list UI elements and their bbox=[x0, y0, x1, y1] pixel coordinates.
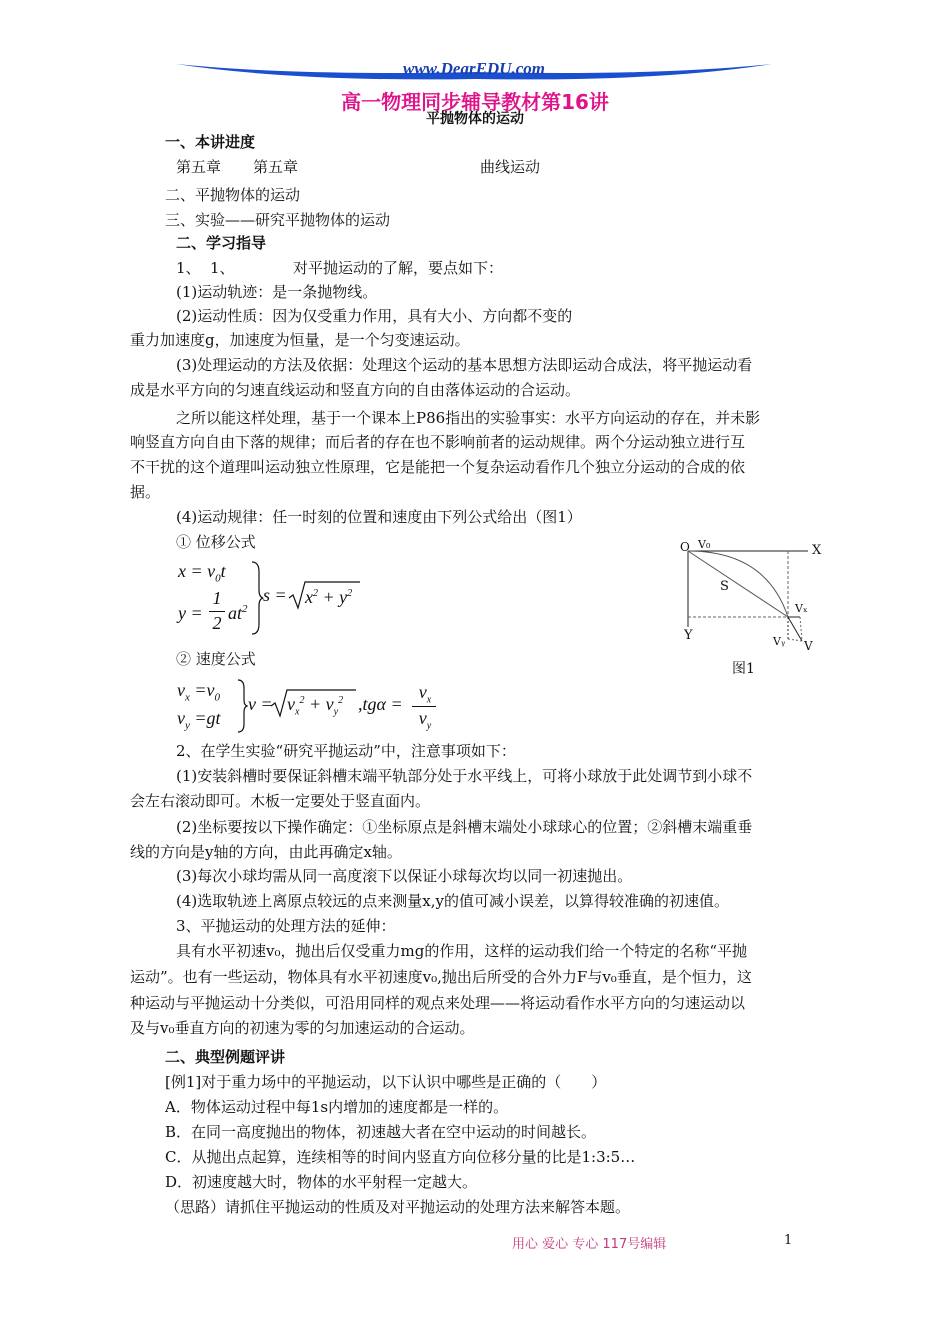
formula-v: v = bbox=[248, 694, 273, 714]
footer-editor: 用心 爱心 专心 117号编辑 bbox=[512, 1237, 667, 1252]
paragraph-line: (1)运动轨迹：是一条抛物线。 bbox=[176, 283, 378, 301]
figure-label-origin: O bbox=[680, 540, 690, 554]
paragraph-line: (4)选取轨迹上离原点较远的点来测量x,y的值可减小误差，以算得较准确的初速值。 bbox=[176, 892, 729, 910]
figure-label-vx: Vₓ bbox=[795, 602, 808, 615]
formula-tga: ,tgα = bbox=[358, 694, 403, 714]
formula-tga-den: $v_y$ bbox=[418, 708, 432, 732]
point1-num-a: 1、 bbox=[176, 259, 201, 277]
paragraph-line: 具有水平初速v₀，抛出后仅受重力mg的作用，这样的运动我们给一个特定的名称“平抛 bbox=[176, 942, 747, 960]
chapter-b: 第五章 bbox=[253, 158, 299, 176]
formula-vy: $v_y =gt$ bbox=[177, 708, 221, 732]
paragraph-line: 2、在学生实验“研究平抛运动”中，注意事项如下： bbox=[176, 742, 516, 760]
paragraph-line: (2)坐标要按以下操作确定：①坐标原点是斜槽末端处小球球心的位置；②斜槽末端重垂 bbox=[176, 818, 753, 836]
fraction-bar bbox=[209, 611, 225, 612]
paragraph-line: 之所以能这样处理，基于一个课本上P86指出的实验事实：水平方向运动的存在，并未影 bbox=[176, 409, 761, 427]
paragraph-line: (1)安装斜槽时要保证斜槽末端平轨部分处于水平线上，可将小球放于此处调节到小球不 bbox=[176, 767, 753, 785]
chapter-a: 第五章 bbox=[176, 158, 222, 176]
section-examples-heading: 二、典型例题评讲 bbox=[165, 1048, 286, 1066]
progress-item-2: 二、平抛物体的运动 bbox=[165, 186, 301, 204]
paragraph-line: 重力加速度g，加速度为恒量，是一个匀变速运动。 bbox=[130, 331, 470, 349]
figure-label-v0: V₀ bbox=[698, 538, 711, 551]
figure-label-vy: Vᵧ bbox=[773, 635, 786, 648]
paragraph-line: 据。 bbox=[130, 483, 161, 501]
example-hint: （思路）请抓住平抛运动的性质及对平抛运动的处理方法来解答本题。 bbox=[165, 1198, 631, 1216]
formula-x: $x = v_0t$ bbox=[178, 561, 226, 585]
formula-v-sqrt-body: $v_x^2 + v_y^2$ bbox=[287, 694, 344, 718]
paragraph-line: 响竖直方向自由下落的规律；而后者的存在也不影响前者的运动规律。两个分运动独立进行互 bbox=[130, 433, 746, 451]
option-a: A．物体运动过程中每1s内增加的速度都是一样的。 bbox=[165, 1098, 509, 1116]
paragraph-line: 种运动与平抛运动十分类似，可沿用同样的观点来处理——将运动看作水平方向的匀速运动以 bbox=[130, 994, 746, 1012]
paragraph-line: (3)处理运动的方法及依据：处理这个运动的基本思想方法即运动合成法，将平抛运动看 bbox=[176, 356, 753, 374]
chapter-name: 曲线运动 bbox=[480, 158, 541, 176]
option-c: C．从抛出点起算，连续相等的时间内竖直方向位移分量的比是1:3:5… bbox=[165, 1148, 636, 1166]
figure-label-v: V bbox=[804, 639, 813, 653]
formula-s: s = bbox=[263, 585, 287, 605]
progress-item-3: 三、实验——研究平抛物体的运动 bbox=[165, 211, 391, 229]
paragraph-line: (2)运动性质：因为仅受重力作用，具有大小、方向都不变的 bbox=[176, 307, 573, 325]
figure-caption: 图1 bbox=[732, 661, 755, 677]
paragraph-line: 运动”。也有一些运动，物体具有水平初速度v₀,抛出后所受的合外力F与v₀垂直，是个恒力，这 bbox=[130, 968, 752, 986]
example-question: [例1]对于重力场中的平抛运动，以下认识中哪些是正确的（ ） bbox=[165, 1073, 607, 1091]
paragraph-line: (4)运动规律：任一时刻的位置和速度由下列公式给出（图1） bbox=[176, 508, 582, 526]
paragraph-line: 会左右滚动即可。木板一定要处于竖直面内。 bbox=[130, 792, 431, 810]
formula-vx: $v_x =v_0$ bbox=[177, 680, 221, 704]
paragraph-line: 线的方向是y轴的方向，由此再确定x轴。 bbox=[130, 843, 402, 861]
formula-at2: $at^2$ bbox=[228, 603, 248, 623]
formula-sqrt-body: $x^2 + y^2$ bbox=[305, 587, 353, 607]
paragraph-line: 及与v₀垂直方向的初速为零的匀加速运动的合运动。 bbox=[130, 1019, 475, 1037]
displacement-formula-label: ① 位移公式 bbox=[176, 533, 256, 551]
figure-label-x: X bbox=[812, 543, 822, 558]
page-number: 1 bbox=[784, 1233, 793, 1248]
site-url: www.DearEDU.com bbox=[403, 59, 545, 78]
figure-1 bbox=[676, 535, 826, 680]
fraction-denominator: 2 bbox=[212, 613, 222, 633]
paragraph-line: 不干扰的这个道理叫运动独立性原理，它是能把一个复杂运动看作几个独立分运动的合成的依 bbox=[130, 458, 746, 476]
section-guide-heading: 二、学习指导 bbox=[176, 234, 267, 252]
point1-text: 对平抛运动的了解，要点如下： bbox=[293, 259, 504, 277]
fraction-bar bbox=[412, 706, 436, 707]
site-logo bbox=[176, 56, 772, 82]
paragraph-line: 3、平抛运动的处理方法的延伸： bbox=[176, 917, 396, 935]
page-subtitle: 平抛物体的运动 bbox=[426, 111, 524, 127]
figure-label-y: Y bbox=[684, 628, 693, 643]
velocity-formula-label: ② 速度公式 bbox=[176, 650, 256, 668]
fraction-numerator: 1 bbox=[212, 588, 222, 608]
figure-label-s: S bbox=[720, 579, 729, 594]
right-brace-icon bbox=[236, 678, 248, 734]
page-title: 高一物理同步辅导教材第16讲 bbox=[341, 90, 609, 114]
right-brace-icon bbox=[250, 560, 264, 636]
section-progress-heading: 一、本讲进度 bbox=[165, 133, 256, 151]
formula-tga-num: $v_x$ bbox=[418, 682, 432, 706]
option-b: B．在同一高度抛出的物体，初速越大者在空中运动的时间越长。 bbox=[165, 1123, 597, 1141]
option-d: D．初速度越大时，物体的水平射程一定越大。 bbox=[165, 1173, 478, 1191]
paragraph-line: (3)每次小球均需从同一高度滚下以保证小球每次均以同一初速抛出。 bbox=[176, 867, 633, 885]
paragraph-line: 成是水平方向的匀速直线运动和竖直方向的自由落体运动的合运动。 bbox=[130, 381, 581, 399]
formula-y: y = bbox=[178, 603, 203, 623]
point1-num-b: 1、 bbox=[210, 259, 235, 277]
